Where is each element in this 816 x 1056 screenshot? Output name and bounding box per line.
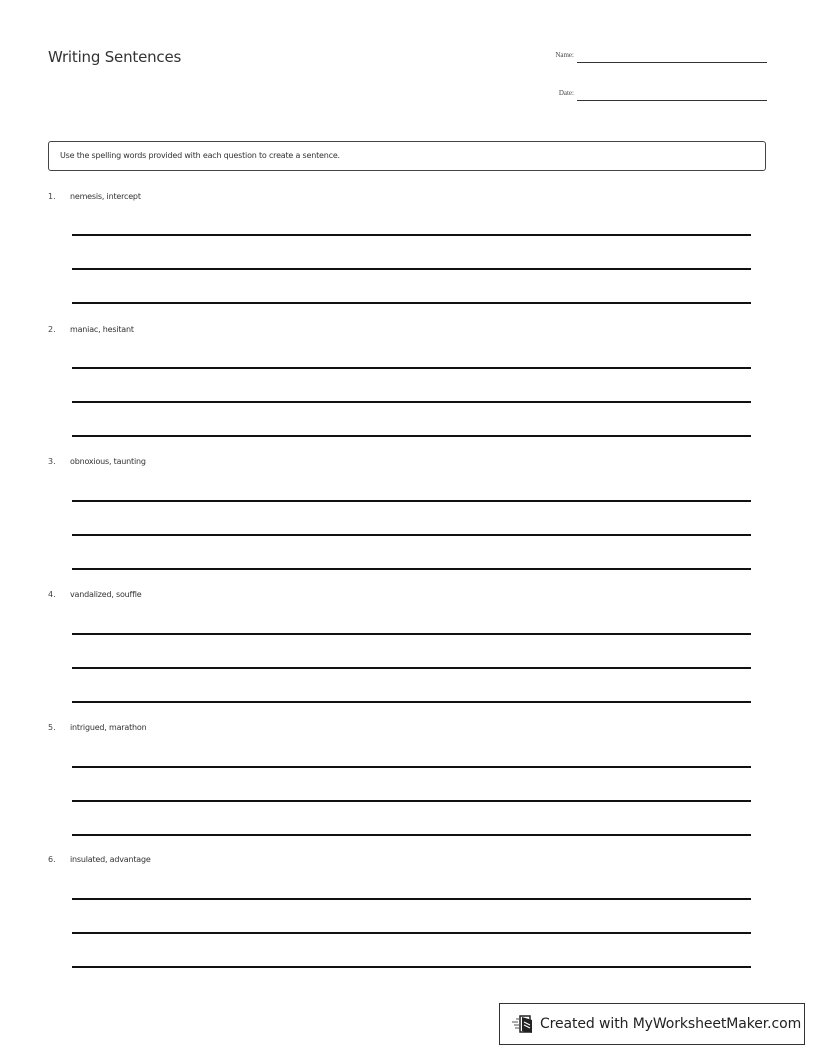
worksheet-maker-logo-icon (512, 1014, 534, 1034)
question-words: intrigued, marathon (70, 723, 147, 732)
question-words: insulated, advantage (70, 855, 151, 864)
question-number: 5. (48, 723, 56, 732)
question-words: nemesis, intercept (70, 192, 141, 201)
name-label: Name: (555, 51, 574, 59)
footer-text: Created with MyWorksheetMaker.com (540, 1016, 802, 1032)
question-number: 2. (48, 325, 56, 334)
answer-line[interactable] (72, 234, 751, 236)
answer-line[interactable] (72, 435, 751, 437)
answer-line[interactable] (72, 568, 751, 570)
question-number: 1. (48, 192, 56, 201)
date-label: Date: (558, 89, 574, 97)
question-words: obnoxious, taunting (70, 457, 146, 466)
footer-badge[interactable] (499, 1003, 805, 1045)
answer-line[interactable] (72, 633, 751, 635)
question-number: 4. (48, 590, 56, 599)
question-words: maniac, hesitant (70, 325, 134, 334)
answer-line[interactable] (72, 401, 751, 403)
date-field-line[interactable] (577, 100, 767, 101)
instructions-box: Use the spelling words provided with each question to create a sentence. (48, 141, 766, 171)
answer-line[interactable] (72, 367, 751, 369)
answer-line[interactable] (72, 834, 751, 836)
answer-line[interactable] (72, 932, 751, 934)
answer-line[interactable] (72, 500, 751, 502)
answer-line[interactable] (72, 966, 751, 968)
question-number: 6. (48, 855, 56, 864)
answer-line[interactable] (72, 898, 751, 900)
answer-line[interactable] (72, 766, 751, 768)
question-words: vandalized, souffle (70, 590, 142, 599)
answer-line[interactable] (72, 302, 751, 304)
answer-line[interactable] (72, 667, 751, 669)
worksheet-title: Writing Sentences (48, 48, 182, 66)
answer-line[interactable] (72, 701, 751, 703)
answer-line[interactable] (72, 268, 751, 270)
name-field-line[interactable] (577, 62, 767, 63)
answer-line[interactable] (72, 800, 751, 802)
answer-line[interactable] (72, 534, 751, 536)
question-number: 3. (48, 457, 56, 466)
